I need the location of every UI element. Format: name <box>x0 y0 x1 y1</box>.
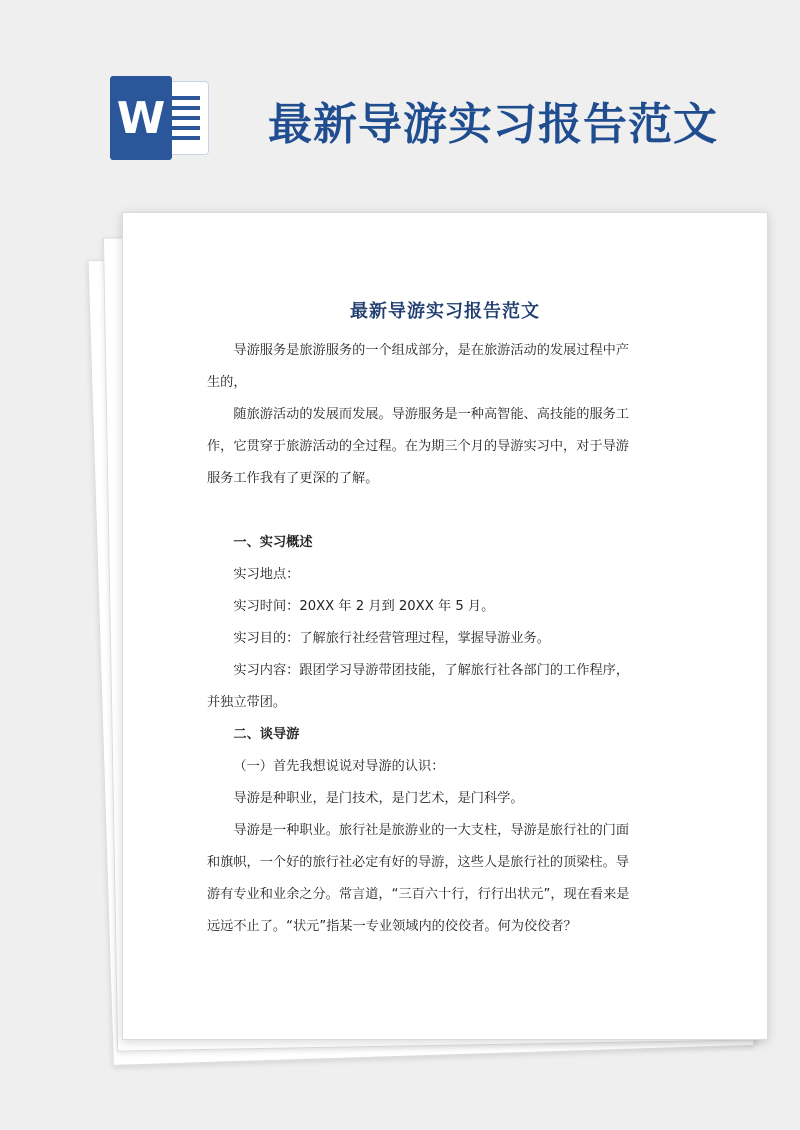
document-title: 最新导游实习报告范文 <box>350 301 540 322</box>
page-title: 最新导游实习报告范文 <box>268 99 718 150</box>
document-page <box>122 212 768 1040</box>
paragraph: 实习目的：了解旅行社经营管理过程，掌握导游业务。 <box>233 631 550 646</box>
paragraph: 导游是种职业，是门技术，是门艺术，是门科学。 <box>233 791 524 806</box>
paragraph: 实习地点： <box>233 567 300 582</box>
section-heading: 一、实习概述 <box>233 535 313 550</box>
paragraph: 导游服务是旅游服务的一个组成部分，是在旅游活动的发展过程中产生的， <box>207 343 630 390</box>
paragraph: （一）首先我想说说对导游的认识： <box>233 759 445 774</box>
document-body <box>207 335 639 943</box>
word-logo-icon <box>110 76 216 160</box>
paragraph: 实习时间：20XX 年 2 月到 20XX 年 5 月。 <box>233 599 495 614</box>
section-heading: 二、谈导游 <box>233 727 300 742</box>
word-badge: W <box>110 76 172 160</box>
paragraph: 导游是一种职业。旅行社是旅游业的一大支柱，导游是旅行社的门面和旗帜，一个好的旅行社必定有好的导游，这些人是旅行社的顶梁柱。导游有专业和业余之分。常言道，“三百六十行，行行出状元”，现在看来是远远不止了。“状元”指某一专业领域内的佼佼者。何为佼佼者？ <box>207 823 630 934</box>
paragraph: 随旅游活动的发展而发展。导游服务是一种高智能、高技能的服务工作，它贯穿于旅游活动的全过程。在为期三个月的导游实习中，对于导游服务工作我有了更深的了解。 <box>207 407 630 486</box>
spacer <box>207 495 639 527</box>
paragraph: 实习内容：跟团学习导游带团技能，了解旅行社各部门的工作程序，并独立带团。 <box>207 663 630 710</box>
